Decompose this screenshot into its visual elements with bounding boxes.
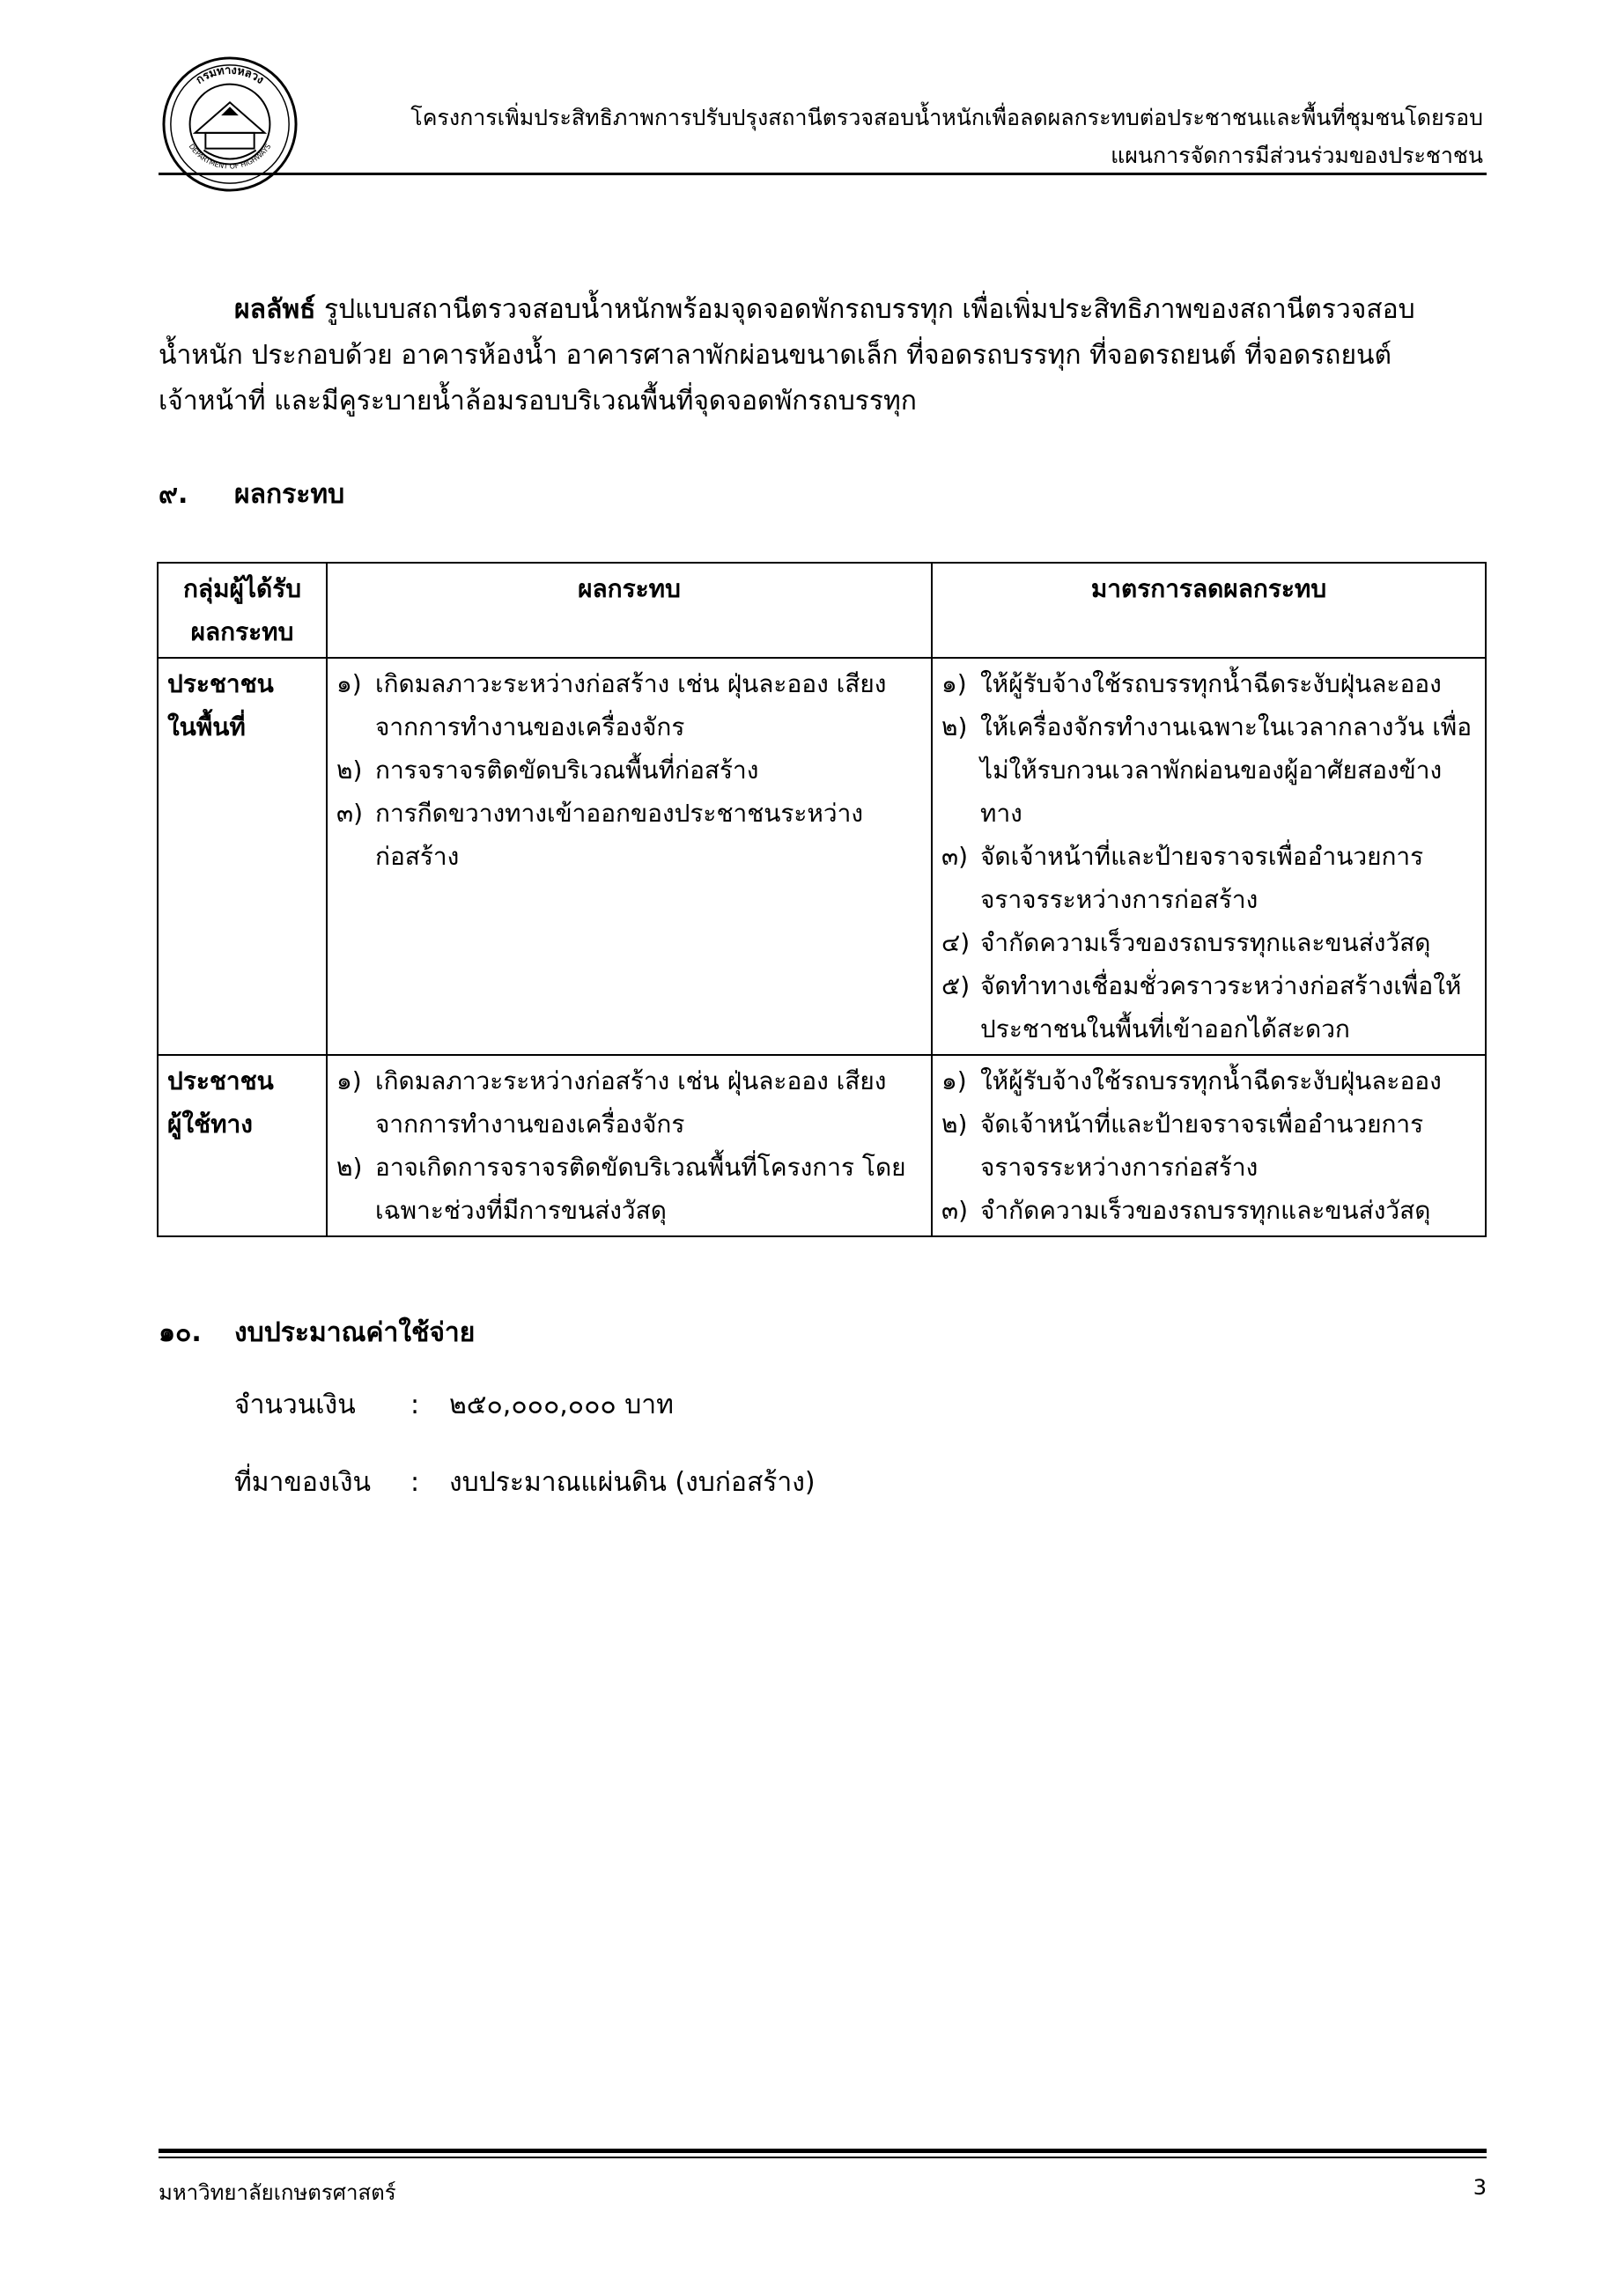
result-paragraph: [159, 287, 1487, 424]
table-header-row: [158, 563, 1486, 658]
impact-table: [157, 562, 1487, 1237]
item-text: จำกัดความเร็วของรถบรรทุกและขนส่งวัสดุ: [980, 928, 1431, 957]
impact-item: [336, 662, 922, 748]
affected-group-line-2: ในพื้นที่: [167, 712, 246, 741]
budget-amount-value: ๒๕๐,๐๐๐,๐๐๐ บาท: [449, 1390, 674, 1420]
section-10-number: ๑๐.: [159, 1317, 202, 1348]
footer-divider-thick: [159, 2149, 1487, 2153]
mitigation-item: [941, 1102, 1476, 1189]
result-line-1: รูปแบบสถานีตรวจสอบน้ำหนักพร้อมจุดจอดพักรถบรรทุก เพื่อเพิ่มประสิทธิภาพของสถานีตรวจสอบ: [323, 294, 1415, 325]
affected-group-line-2: ผู้ใช้ทาง: [167, 1110, 253, 1139]
table-row: [158, 658, 1486, 1055]
result-line-3: เจ้าหน้าที่ และมีคูระบายน้ำล้อมรอบบริเวณพื้นที่จุดจอดพักรถบรรทุก: [159, 386, 917, 417]
result-line-2: น้ำหนัก ประกอบด้วย อาคารห้องน้ำ อาคารศาลาพักผ่อนขนาดเล็ก ที่จอดรถบรรทุก ที่จอดรถยนต์ ที่จอดรถยนต์: [159, 340, 1392, 371]
item-number: ๔): [941, 928, 971, 957]
mitigation-item: [941, 1189, 1476, 1232]
header-mitigation: มาตรการลดผลกระทบ: [932, 563, 1486, 658]
table-row: [158, 1055, 1486, 1236]
budget-source-value: งบประมาณแผ่นดิน (งบก่อสร้าง): [449, 1467, 816, 1498]
section-9-heading: [159, 474, 344, 515]
impact-item: [336, 1059, 922, 1146]
item-text: จัดทำทางเชื่อมชั่วคราวระหว่างก่อสร้างเพื่อให้ประชาชนในพื้นที่เข้าออกได้สะดวก: [980, 971, 1462, 1043]
header-project-title: โครงการเพิ่มประสิทธิภาพการปรับปรุงสถานีตรวจสอบน้ำหนักเพื่อลดผลกระทบต่อประชาชนและพื้นที่ชุมชนโดยรอบ: [410, 105, 1483, 130]
footer-page-number: 3: [1473, 2175, 1487, 2200]
item-number: ๑): [336, 1066, 362, 1095]
mitigation-item: [941, 705, 1476, 835]
item-text: อาจเกิดการจราจรติดขัดบริเวณพื้นที่โครงการ โดยเฉพาะช่วงที่มีการขนส่งวัสดุ: [375, 1153, 906, 1225]
budget-amount-label: จำนวนเงิน: [234, 1390, 356, 1420]
budget-source-row: [234, 1462, 816, 1503]
impact-item: [336, 1146, 922, 1232]
section-9-title: ผลกระทบ: [234, 479, 345, 510]
item-number: ๒): [941, 712, 968, 741]
impact-cell: [327, 1055, 932, 1236]
item-text: ให้เครื่องจักรทำงานเฉพาะในเวลากลางวัน เพื่อไม่ให้รบกวนเวลาพักผ่อนของผู้อาศัยสองข้างทาง: [980, 712, 1473, 828]
affected-group-line-1: ประชาชน: [167, 669, 274, 698]
budget-source-separator: :: [410, 1467, 420, 1498]
header-affected-group: กลุ่มผู้ได้รับ ผลกระทบ: [158, 563, 327, 658]
item-text: เกิดมลภาวะระหว่างก่อสร้าง เช่น ฝุ่นละออง เสียงจากการทำงานของเครื่องจักร: [375, 1066, 887, 1139]
impact-item: [336, 792, 922, 878]
item-number: ๕): [941, 971, 971, 1000]
item-number: ๑): [941, 669, 967, 698]
budget-amount-separator: :: [410, 1390, 420, 1420]
item-text: จัดเจ้าหน้าที่และป้ายจราจรเพื่ออำนวยการจราจรระหว่างการก่อสร้าง: [980, 1110, 1424, 1182]
section-10-heading: [159, 1312, 475, 1353]
mitigation-item: [941, 921, 1476, 964]
item-number: ๓): [941, 1196, 969, 1225]
mitigation-item: [941, 835, 1476, 921]
impact-cell: [327, 658, 932, 1055]
item-text: การกีดขวางทางเข้าออกของประชาชนระหว่างก่อสร้าง: [375, 799, 863, 871]
item-text: ให้ผู้รับจ้างใช้รถบรรทุกน้ำฉีดระงับฝุ่นละออง: [980, 669, 1442, 698]
affected-group-line-1: ประชาชน: [167, 1066, 274, 1095]
result-label: ผลลัพธ์: [234, 294, 316, 325]
item-text: จัดเจ้าหน้าที่และป้ายจราจรเพื่ออำนวยการจราจรระหว่างการก่อสร้าง: [980, 842, 1424, 914]
section-9-number: ๙.: [159, 479, 188, 510]
item-text: ให้ผู้รับจ้างใช้รถบรรทุกน้ำฉีดระงับฝุ่นละออง: [980, 1066, 1442, 1095]
impact-item: [336, 748, 922, 792]
mitigation-item: [941, 662, 1476, 705]
item-text: เกิดมลภาวะระหว่างก่อสร้าง เช่น ฝุ่นละออง เสียงจากการทำงานของเครื่องจักร: [375, 669, 887, 741]
header-plan-title: แผนการจัดการมีส่วนร่วมของประชาชน: [1111, 143, 1483, 168]
item-number: ๒): [941, 1110, 968, 1139]
svg-text:DEPARTMENT OF HIGHWAYS: [188, 143, 273, 171]
budget-amount-row: [234, 1384, 674, 1426]
item-number: ๑): [941, 1066, 967, 1095]
item-number: ๑): [336, 669, 362, 698]
mitigation-cell: [932, 1055, 1486, 1236]
header-impact: ผลกระทบ: [327, 563, 932, 658]
affected-group-cell: [158, 658, 327, 1055]
item-text: จำกัดความเร็วของรถบรรทุกและขนส่งวัสดุ: [980, 1196, 1431, 1225]
mitigation-item: [941, 964, 1476, 1051]
item-number: ๓): [941, 842, 969, 871]
item-text: การจราจรติดขัดบริเวณพื้นที่ก่อสร้าง: [375, 756, 759, 785]
mitigation-cell: [932, 658, 1486, 1055]
mitigation-item: [941, 1059, 1476, 1102]
item-number: ๒): [336, 756, 363, 785]
section-10-title: งบประมาณค่าใช้จ่าย: [234, 1317, 476, 1348]
footer-divider-thin: [159, 2157, 1487, 2158]
footer-university: มหาวิทยาลัยเกษตรศาสตร์: [159, 2180, 396, 2205]
item-number: ๒): [336, 1153, 363, 1182]
item-number: ๓): [336, 799, 364, 828]
logo-bottom-text: DEPARTMENT OF HIGHWAYS: [187, 142, 273, 171]
budget-source-label: ที่มาของเงิน: [234, 1467, 371, 1498]
logo-top-text: กรมทางหลวง: [193, 63, 267, 87]
affected-group-cell: [158, 1055, 327, 1236]
header-divider: [159, 173, 1487, 175]
